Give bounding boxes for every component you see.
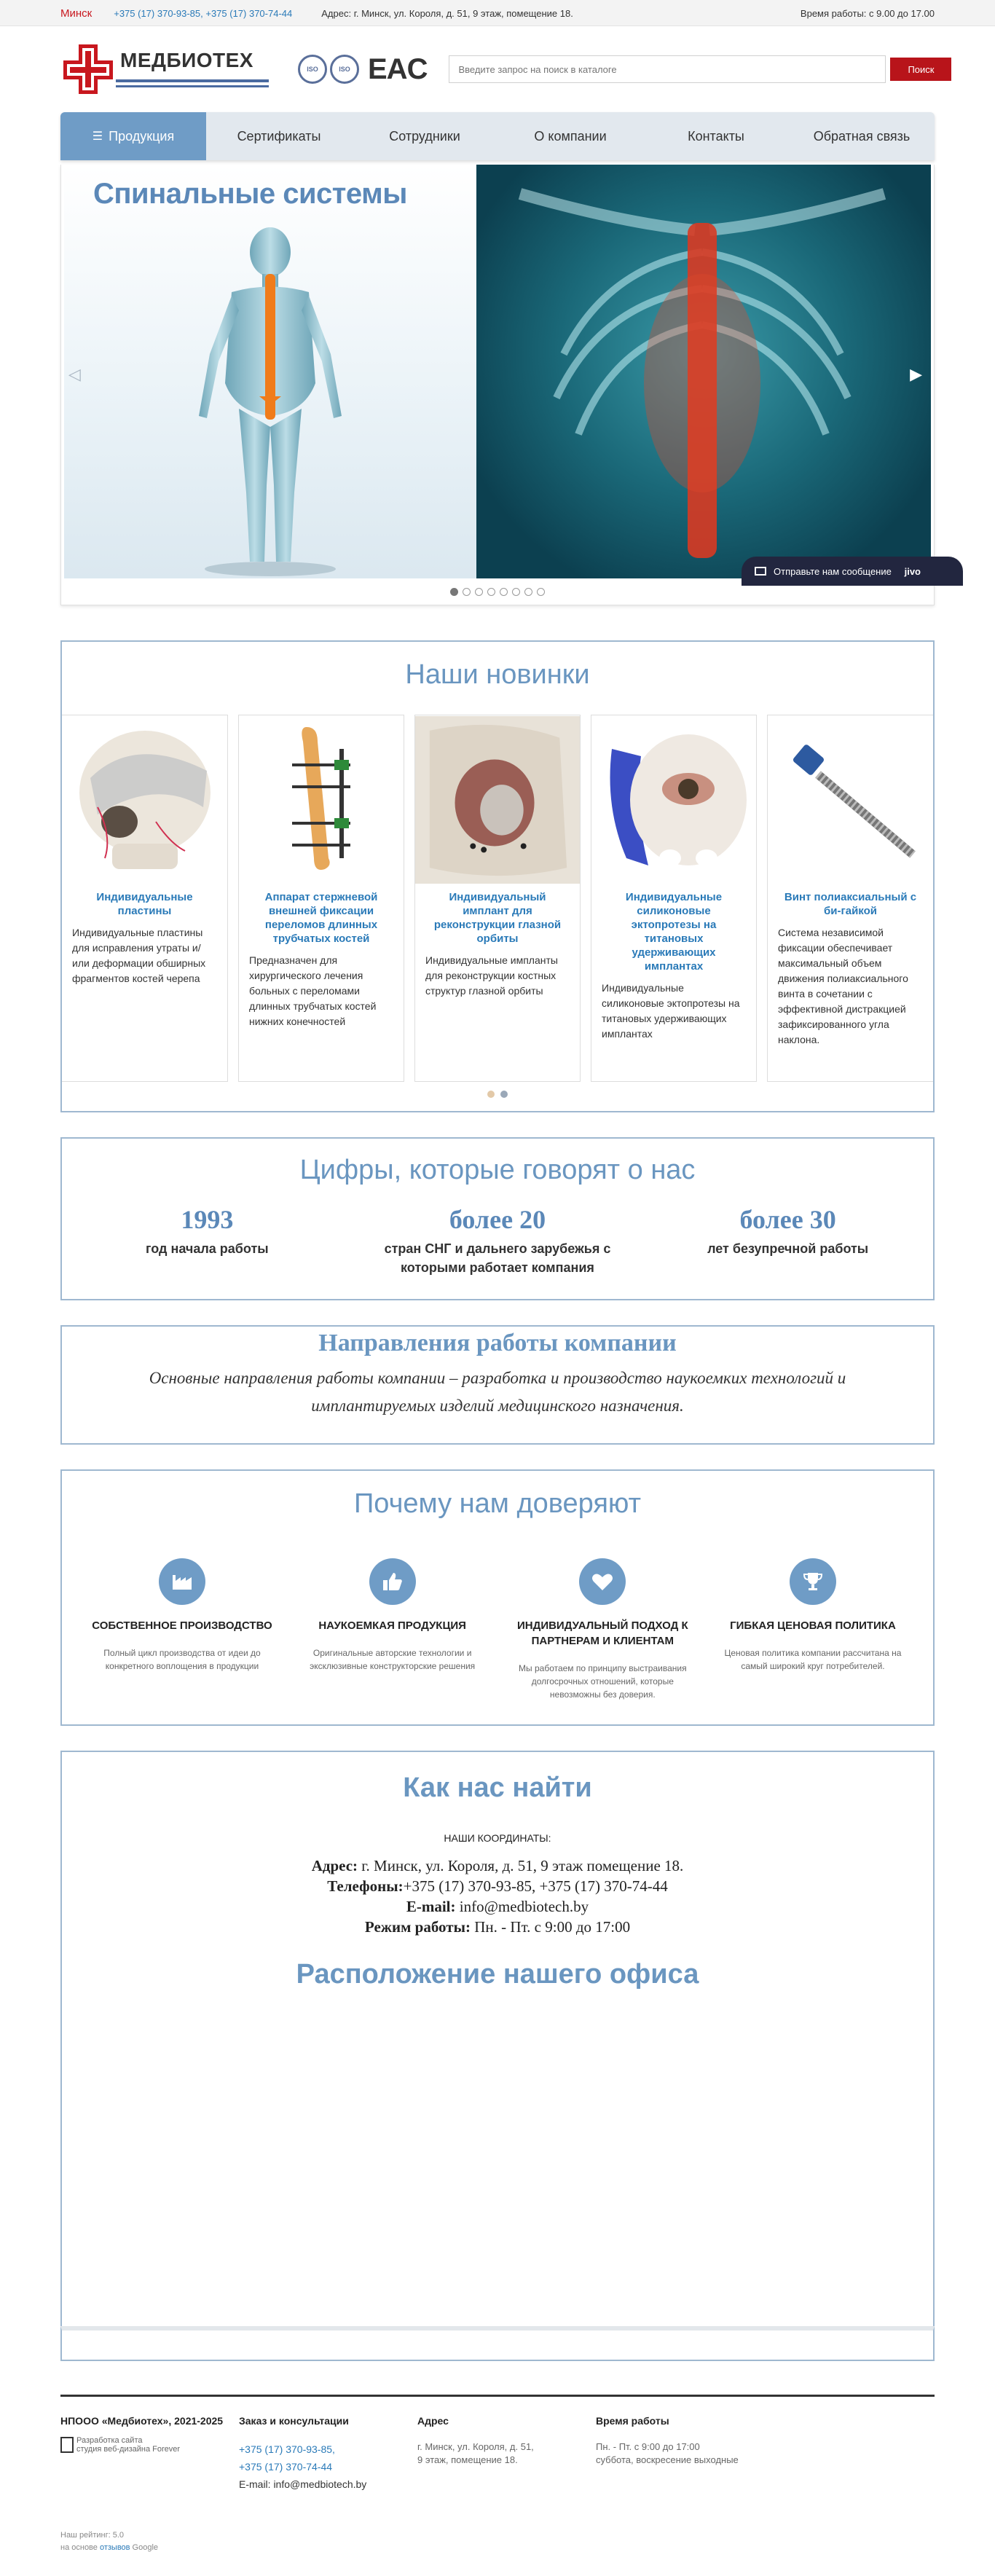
skull-plate-image <box>62 715 227 884</box>
slider-dot-4[interactable] <box>487 588 495 596</box>
nav-staff[interactable]: Сотрудники <box>389 128 460 144</box>
search-form <box>449 55 951 83</box>
orbit-implant-image <box>415 715 580 884</box>
fact-label: год начала работы <box>146 1241 269 1256</box>
footer-company: НПООО «Медбиотех», 2021-2025 <box>60 2415 224 2427</box>
slider-dot-3[interactable] <box>475 588 483 596</box>
dev-line-2: студия веб-дизайна Forever <box>76 2445 181 2454</box>
heart-icon <box>579 1558 626 1605</box>
trust-item <box>722 1558 904 1701</box>
news-carousel-dots <box>62 1091 933 1098</box>
news-card-title[interactable]: Индивидуальные пластины <box>96 891 193 917</box>
office-location-title: Расположение нашего офиса <box>296 1959 699 1990</box>
fact-number: более 30 <box>739 1205 836 1234</box>
email-label: E-mail: <box>406 1898 456 1915</box>
news-card-title[interactable]: Винт полиаксиальный с би-гайкой <box>784 891 917 917</box>
slider-dot-8[interactable] <box>537 588 545 596</box>
trust-item-text: Оригинальные авторские технологии и эксклюзивные конструкторские решения <box>310 1648 476 1671</box>
news-card[interactable] <box>767 715 933 1082</box>
fact-number: более 20 <box>449 1205 546 1234</box>
footer-company-col <box>60 2413 239 2493</box>
nav-products[interactable] <box>60 112 206 160</box>
fact-label: лет безупречной работы <box>707 1241 869 1256</box>
slide-title: Спинальные системы <box>93 178 407 210</box>
news-card-desc: Система независимой фиксации обеспечивает максимальный объем движения полиаксиального винта в сочетании с эффективной дистракцией зафиксированного угла наклона. <box>778 927 908 1045</box>
hours-label: Режим работы: <box>364 1918 471 1936</box>
slider-prev-arrow[interactable]: ◁ <box>68 365 81 383</box>
contact-email <box>62 1896 933 1917</box>
eac-mark: EAC <box>368 52 428 85</box>
office-map-area[interactable] <box>62 1990 933 2267</box>
envelope-icon <box>755 567 766 576</box>
footer-address-line-2: 9 этаж, помещение 18. <box>417 2454 518 2465</box>
contact-address <box>62 1856 933 1876</box>
human-body-illustration <box>64 165 476 578</box>
logo-line-1 <box>116 79 269 82</box>
trust-item-title: ГИБКАЯ ЦЕНОВАЯ ПОЛИТИКА <box>730 1619 896 1632</box>
news-card-title[interactable]: Аппарат стержневой внешней фиксации переломов длинных трубчатых костей <box>264 891 378 945</box>
fact-label: стран СНГ и дальнего зарубежья с которыми работает компания <box>384 1241 611 1275</box>
news-section <box>60 640 935 1112</box>
contact-hours <box>62 1917 933 1937</box>
dev-line-1: Разработка сайта <box>76 2436 143 2445</box>
footer-hours-col <box>596 2413 774 2493</box>
chat-brand: jivo <box>904 565 921 577</box>
rating-text: Наш рейтинг: 5.0 <box>60 2531 124 2540</box>
slide-spine-systems[interactable] <box>64 165 476 578</box>
menu-icon: ☰ <box>92 130 103 143</box>
nav-products-label: Продукция <box>109 128 175 144</box>
directions-section <box>60 1325 935 1445</box>
hours-value: Пн. - Пт. с 9:00 до 17:00 <box>471 1918 631 1936</box>
news-card-desc: Индивидуальные импланты для реконструкции костных структур глазной орбиты <box>425 954 558 997</box>
footer-rating <box>60 2529 935 2576</box>
footer-phone-2[interactable]: +375 (17) 370-74-44 <box>239 2461 333 2473</box>
trust-section <box>60 1469 935 1726</box>
footer-orders-head: Заказ и консультации <box>239 2415 349 2427</box>
contact-title: Как нас найти <box>403 1772 592 1803</box>
coordinates-label: НАШИ КООРДИНАТЫ: <box>444 1832 551 1844</box>
trust-title: Почему нам доверяют <box>353 1488 641 1519</box>
trust-item-title: НАУКОЕМКАЯ ПРОДУКЦИЯ <box>318 1619 466 1632</box>
news-dot-2[interactable] <box>500 1091 508 1098</box>
slider-dot-6[interactable] <box>512 588 520 596</box>
logo-text: МЕДБИОТЕХ <box>120 48 253 71</box>
top-hours: Время работы: с 9.00 до 17.00 <box>800 7 935 19</box>
contact-bottom-bar <box>60 2326 935 2361</box>
search-button[interactable]: Поиск <box>890 58 951 81</box>
news-card[interactable] <box>238 715 404 1082</box>
news-card-desc: Индивидуальные пластины для исправления утраты и/или деформации обширных фрагментов костей черепа <box>72 927 206 984</box>
fact-item <box>668 1204 908 1277</box>
address-value: г. Минск, ул. Короля, д. 51, 9 этаж помещение 18. <box>358 1857 684 1874</box>
trust-item-text: Ценовая политика компании рассчитана на самый широкий круг потребителей. <box>724 1648 902 1671</box>
facts-title: Цифры, которые говорят о нас <box>299 1155 696 1185</box>
fact-item <box>87 1204 327 1277</box>
footer-hours-head: Время работы <box>596 2415 669 2427</box>
logo-line-2 <box>116 85 269 87</box>
factory-icon <box>159 1558 205 1605</box>
rating-source <box>60 2542 935 2554</box>
trust-item-text: Полный цикл производства от идеи до конкретного воплощения в продукции <box>103 1648 261 1671</box>
phones-value[interactable]: +375 (17) 370-93-85, +375 (17) 370-74-44 <box>403 1877 668 1895</box>
slider-dot-2[interactable] <box>463 588 471 596</box>
news-card-desc: Индивидуальные силиконовые эктопротезы на титановых удерживающих имплантах <box>602 982 740 1040</box>
iso-cert-icon: ISO <box>298 55 327 84</box>
facts-section <box>60 1137 935 1300</box>
fact-number: 1993 <box>181 1205 234 1234</box>
contact-section <box>60 1751 935 2326</box>
address-label: Адрес: <box>311 1857 358 1874</box>
footer-hours-line-1: Пн. - Пт. с 9:00 до 17:00 <box>596 2441 700 2452</box>
top-bar <box>0 0 995 26</box>
site-header <box>60 26 935 112</box>
trust-item <box>302 1558 484 1701</box>
trust-item <box>511 1558 693 1701</box>
site-logo[interactable] <box>60 40 269 98</box>
footer-hours-line-2: суббота, воскресение выходные <box>596 2454 739 2465</box>
certificate-logos <box>298 53 427 86</box>
chat-widget[interactable] <box>742 557 963 586</box>
news-card[interactable] <box>591 715 757 1082</box>
top-address: Адрес: г. Минск, ул. Короля, д. 51, 9 этаж, помещение 18. <box>321 7 573 19</box>
email-value[interactable]: info@medbiotech.by <box>455 1898 589 1915</box>
top-phones-link[interactable]: +375 (17) 370-93-85, +375 (17) 370-74-44 <box>114 7 293 19</box>
footer-phone-1[interactable]: +375 (17) 370-93-85, <box>239 2443 335 2455</box>
xray-spine-illustration <box>476 165 931 578</box>
developer-logo-icon <box>60 2437 74 2453</box>
news-card-desc: Предназначен для хирургического лечения больных с переломами длинных трубчатых костей нижних конечностей <box>249 954 377 1027</box>
city-selector[interactable]: Минск <box>60 7 93 20</box>
trust-item-text: Мы работаем по принципу выстраивания долгосрочных отношений, которые невозможны без доверия. <box>519 1663 687 1700</box>
slider-dot-5[interactable] <box>500 588 508 596</box>
slider-next-arrow[interactable]: ▶ <box>910 365 922 383</box>
ectoprosthesis-image <box>591 715 756 884</box>
footer-address-head: Адрес <box>417 2415 449 2427</box>
nav-certificates[interactable]: Сертификаты <box>237 128 321 144</box>
nav-about[interactable]: О компании <box>534 128 607 144</box>
slide-xray-spine[interactable] <box>476 165 931 578</box>
rating-prefix: на основе <box>60 2543 100 2552</box>
footer-address-line-1: г. Минск, ул. Короля, д. 51, <box>417 2441 534 2452</box>
footer-email[interactable]: E-mail: info@medbiotech.by <box>239 2478 367 2490</box>
news-cards <box>62 715 933 1082</box>
fact-item <box>377 1204 618 1277</box>
footer-orders-col <box>239 2413 417 2493</box>
reviews-link[interactable]: отзывов <box>99 2543 130 2552</box>
news-card-title[interactable]: Индивидуальный имплант для реконструкции глазной орбиты <box>433 891 562 945</box>
news-card[interactable] <box>62 715 228 1082</box>
iso-cert-icon-2: ISO <box>330 55 359 84</box>
external-fixator-image <box>239 715 404 884</box>
slider-dot-1[interactable] <box>450 588 458 596</box>
site-footer <box>60 2395 935 2493</box>
trust-item-title: ИНДИВИДУАЛЬНЫЙ ПОДХОД К ПАРТНЕРАМ И КЛИЕНТАМ <box>517 1619 688 1647</box>
search-input[interactable] <box>449 55 886 83</box>
rating-suffix: Google <box>130 2543 159 2552</box>
hero-slider <box>60 165 935 605</box>
thumbs-up-icon <box>369 1558 416 1605</box>
phones-label: Телефоны: <box>327 1877 404 1895</box>
main-nav <box>60 112 935 160</box>
news-title: Наши новинки <box>405 659 590 690</box>
trust-item <box>91 1558 273 1701</box>
footer-address-col <box>417 2413 596 2493</box>
logo-cross-icon <box>60 42 116 97</box>
trophy-icon <box>790 1558 836 1605</box>
developer-credit[interactable] <box>60 2436 239 2454</box>
nav-feedback[interactable]: Обратная связь <box>813 128 911 144</box>
trust-item-title: СОБСТВЕННОЕ ПРОИЗВОДСТВО <box>92 1619 272 1632</box>
directions-title: Направления работы компании <box>318 1330 677 1356</box>
nav-contacts[interactable]: Контакты <box>688 128 744 144</box>
news-card[interactable] <box>414 715 581 1082</box>
contact-phones <box>62 1876 933 1896</box>
chat-widget-label: Отправьте нам сообщение <box>774 565 892 577</box>
slider-dot-7[interactable] <box>524 588 532 596</box>
polyaxial-screw-image <box>768 715 933 884</box>
news-card-title[interactable]: Индивидуальные силиконовые эктопротезы на титановых удерживающих имплантах <box>625 891 723 973</box>
directions-text: Основные направления работы компании – разработка и производство наукоемких технологий и имплантируемых изделий медицинского назначения. <box>149 1369 846 1415</box>
news-dot-1[interactable] <box>487 1091 495 1098</box>
